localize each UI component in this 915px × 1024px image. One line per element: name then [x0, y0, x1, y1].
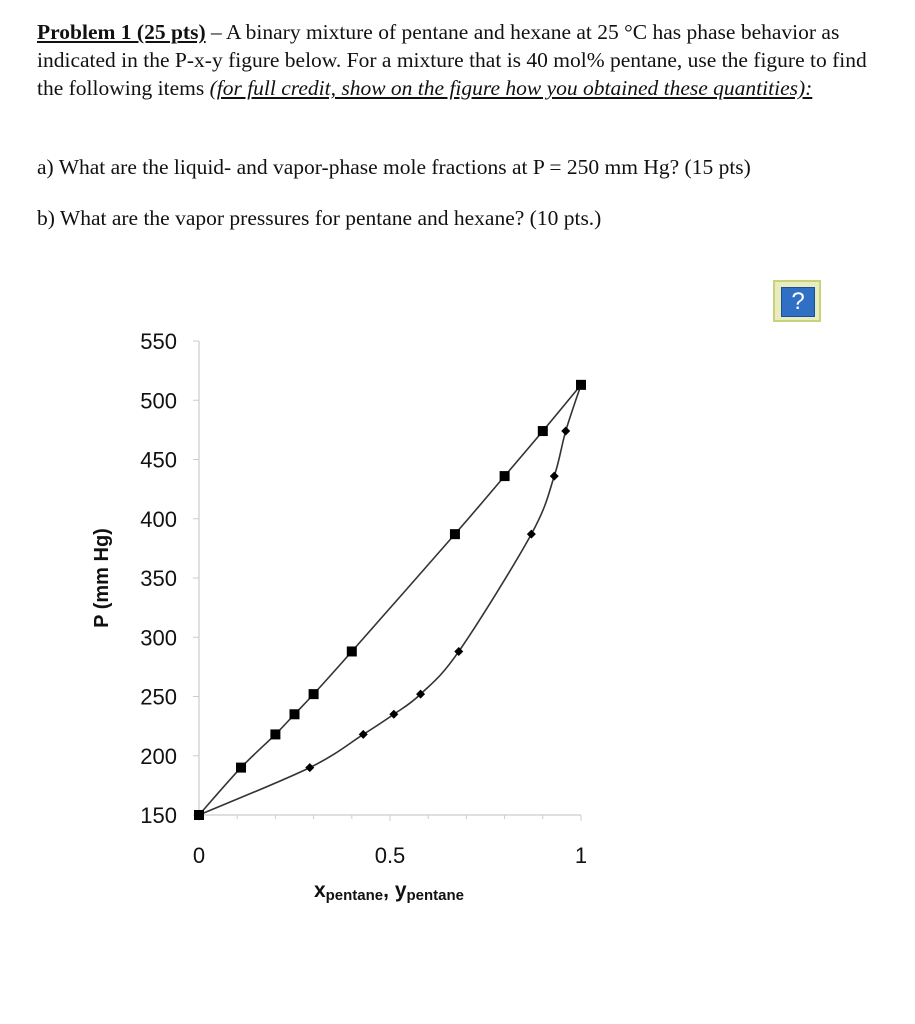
x-tick-label: 0.5	[374, 843, 406, 868]
chart-tick-labels	[140, 329, 587, 868]
problem-title: Problem 1 (25 pts)	[37, 20, 206, 44]
y-tick-label: 400	[140, 506, 177, 532]
x-axis-label	[314, 879, 464, 904]
problem-instruction: (for full credit, show on the figure how you obtained these quantities):	[209, 76, 813, 100]
liquid-data-point	[270, 729, 280, 739]
vapor-data-point	[359, 730, 368, 739]
chart-markers	[194, 380, 586, 820]
vapor-curve	[199, 385, 581, 815]
x-axis-label-sep: ,	[383, 879, 395, 902]
liquid-data-point	[290, 709, 300, 719]
problem-intro: A binary mixture of pentane and hexane at 25 °C has phase behavior as indicated in the P-x-y figure below. For a mixture that is 40 mol% pentane, use the figure to find the following items	[37, 20, 867, 100]
y-tick-label: 450	[140, 447, 177, 473]
title-dash: –	[205, 20, 226, 44]
x-tick-label: 0	[192, 843, 206, 868]
vapor-data-point	[550, 472, 559, 481]
liquid-data-point	[236, 763, 246, 773]
liquid-data-point	[500, 471, 510, 481]
x-axis-label-x-sub: pentane	[325, 887, 384, 904]
x-axis-label-y: y	[394, 879, 407, 902]
question-a: a) What are the liquid- and vapor-phase mole fractions at P = 250 mm Hg? (15 pts)	[37, 155, 751, 179]
y-tick-label: 200	[140, 743, 177, 769]
y-tick-label: 150	[140, 803, 177, 828]
vapor-data-point	[527, 530, 536, 539]
y-tick-label: 350	[140, 566, 177, 591]
y-axis-label: P (mm Hg)	[91, 528, 113, 628]
liquid-data-point	[309, 689, 319, 699]
x-tick-label: 1	[574, 843, 588, 868]
chart-axes	[193, 341, 581, 821]
question-b: b) What are the vapor pressures for pentane and hexane? (10 pts.)	[37, 206, 602, 230]
y-tick-label: 550	[140, 329, 177, 354]
y-tick-label: 300	[140, 625, 177, 651]
x-axis-label-y-sub: pentane	[406, 887, 465, 904]
vapor-data-point	[305, 763, 314, 772]
x-axis-label-x: x	[313, 879, 326, 902]
chart-curves	[199, 385, 581, 815]
liquid-data-point	[450, 529, 460, 539]
y-tick-label: 250	[140, 684, 177, 710]
help-icon[interactable]: ?	[781, 287, 815, 317]
vapor-data-point	[561, 427, 570, 436]
liquid-data-point	[347, 646, 357, 656]
liquid-curve	[199, 385, 581, 815]
y-tick-label: 500	[140, 388, 177, 414]
liquid-data-point	[538, 426, 548, 436]
